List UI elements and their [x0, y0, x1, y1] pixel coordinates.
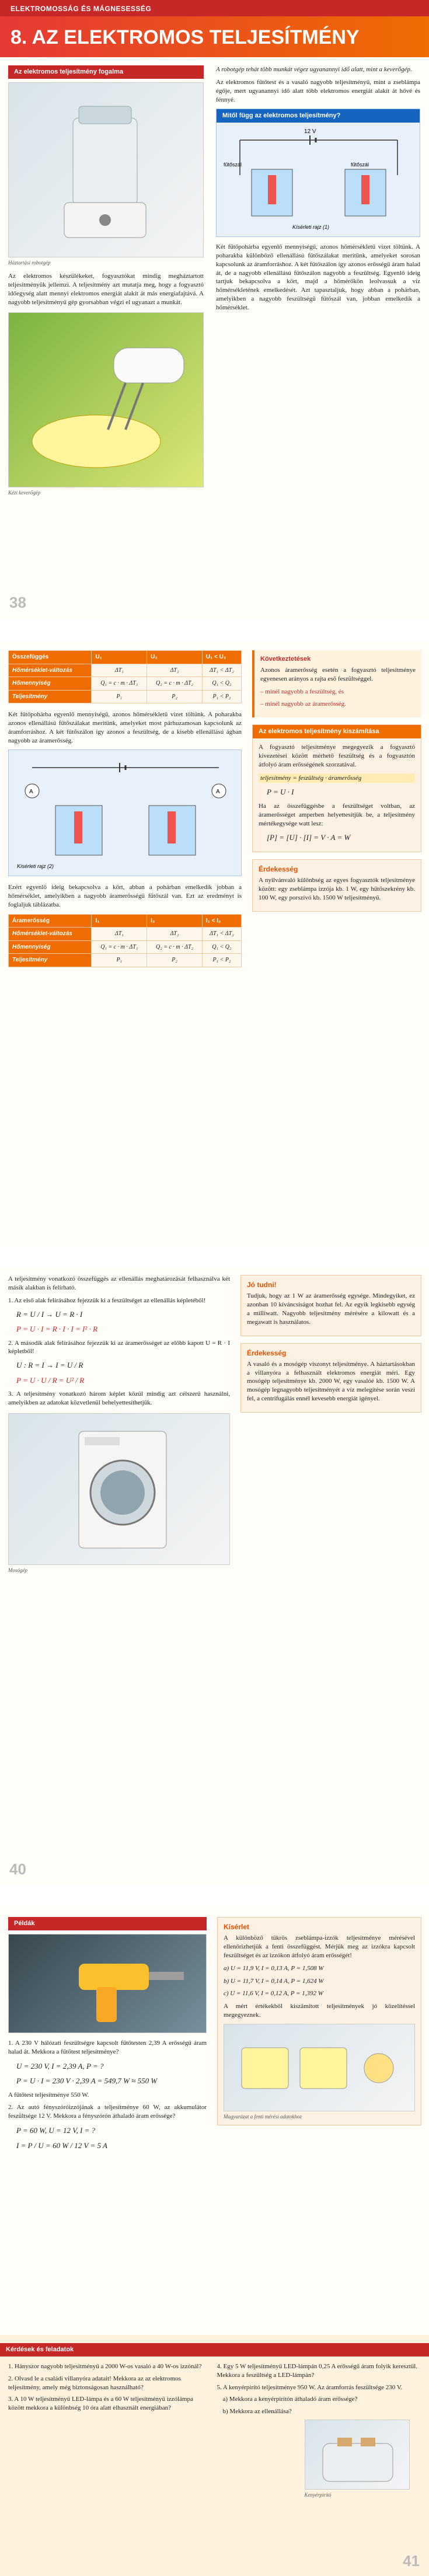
- example-2: 2. Az autó fényszóróizzójának a teljesítménye 60 W, az akkumulátor feszültsége 12 V. Mekkora a fényszórón áthaladó áram erőssége?: [8, 2104, 207, 2120]
- meters-illustration: [224, 2024, 415, 2111]
- table-row: Teljesítmény P₁ P₂ P₁ < P₂: [9, 690, 242, 703]
- top-paragraph: A teljesítmény vonatkozó összefüggés az ellenállás meghatározását felhasználva két másik alakban is felírható.: [8, 1275, 230, 1291]
- caption-meter: Magyarázat a fenti mérési adatokhoz: [224, 2113, 302, 2120]
- formula-1b: P = U · I = R · I · I = I² · R: [16, 1324, 98, 1334]
- table-header: Áramerősség: [9, 914, 92, 928]
- table-row: Hőmennyiség Q₁ = c · m · ΔT₁ Q₂ = c · m · ΔT₂ Q₁ < Q₂: [9, 940, 242, 954]
- right-paragraph-2: Két fűtőpohárba egyenlő mennyiségű, azonos hőmérsékletű vizet töltünk. A poharakba különböző ellenállású fűtőszálakat merítünk, amelyeket sorosan kapcsolunk az áramforráshoz. A két fűtőszálon így azonos erősségű áram halad át, de a nagyobb ellenállású fűtőszálon nagyobb a feszültség. Egyenlő ideig tartjuk bekapcsolva a kört, majd a hőmérőkön leolvassuk a víz hőmérsékletének emelkedését. Azt tapasztaljuk, hogy abban a pohárban, amelyikben a nagyobb feszültségű fűtőszál van, jobban emelkedik a hőmérséklet.: [216, 243, 420, 311]
- example-1-solution: P = U · I = 230 V · 2,39 A = 549,7 W ≈ 550 W: [16, 2076, 158, 2086]
- measurement-3: c) U = 11,6 V, I = 0,12 A, P = 1,392 W: [224, 1990, 323, 1998]
- example-2-solution: I = P / U = 60 W / 12 V = 5 A: [16, 2141, 107, 2150]
- hand-mixer-photo: [8, 312, 204, 487]
- hand-mixer-illustration: [9, 313, 203, 487]
- voltage-table: [8, 650, 242, 703]
- parallel-diagram-box: [8, 750, 242, 876]
- step-3: 3. A teljesítmény vonatkozó három képlet közül mindig azt célszerű használni, amelyikben az adatokat közvetlenül behelyettesíthetjük.: [8, 1390, 230, 1407]
- section-bar: ELEKTROMOSSÁG ÉS MÁGNESESSÉG: [0, 0, 429, 16]
- diagram2-caption: Kísérleti rajz (2): [17, 863, 54, 870]
- washing-machine-photo: [8, 1413, 230, 1565]
- svg-text:A: A: [29, 789, 33, 796]
- table-header: U₁ < U₂: [202, 651, 241, 664]
- interest2-box: [240, 1343, 421, 1413]
- diagram-title: Mitől függ az elektromos teljesítmény?: [217, 109, 420, 123]
- current-table: [8, 914, 242, 967]
- questions-title: Kérdések és feladatok: [0, 2343, 429, 2357]
- page-number: 41: [403, 2551, 420, 2570]
- conclusion-box: [252, 650, 421, 717]
- conclusion-bullet-1: – minél nagyobb a feszültség, és: [260, 688, 344, 695]
- caption-toaster: Kenyérpirító: [304, 2492, 332, 2498]
- right-paragraph-1: Az elektromos fűtőtest és a vasaló nagyobb teljesítményű, mint a zseblámpa égője, mert ugyanannyi idő alatt több elektromos energiát alakít át hővé és fénnyé.: [216, 78, 420, 103]
- experiment-box: [217, 1917, 421, 2125]
- robot-mixer-photo: [8, 82, 204, 257]
- interest-box: [252, 859, 421, 912]
- table-row: Teljesítmény P₁ P₂ P₁ < P₂: [9, 954, 242, 967]
- question-5b: b) Mekkora az ellenállása?: [222, 2408, 292, 2415]
- table-header: I₁ < I₂: [202, 914, 241, 928]
- step-2: 2. A második alak felírásához fejezzük ki az áramerősséget az előbb kapott U = R · I képletből!: [8, 1339, 230, 1355]
- conclusion-bullet-2: – minél nagyobb az áramerősség.: [260, 700, 346, 708]
- conclusion-title: Következtetések: [260, 656, 311, 663]
- left-paragraph: Az elektromos készülékeket, fogyasztókat mindig megháztartott teljesítményük jellemzi. A teljesítmény azt mutatja meg, hogy a fogyasztó időegység alatt mennyi elektromos energiát alakít át más energiafajtává. A nagyobb teljesítményű gép gyorsabban végzi el ugyanazt a munkát.: [8, 272, 204, 306]
- good-to-know-box: [240, 1275, 421, 1336]
- formula-1: R = U / I → U = R · I: [16, 1309, 83, 1319]
- page-gap: [0, 619, 429, 642]
- series-circuit-diagram: [217, 123, 420, 233]
- question-5: 5. A kenyérpirító teljesítménye 950 W. Az áramforrás feszültsége 230 V.: [217, 2383, 403, 2391]
- examples-title: Példák: [8, 1917, 207, 1930]
- example-1: 1. A 230 V hálózati feszültségre kapcsolt fűtőtesten 2,39 A erősségű áram halad át. Mekkora a fűtőtest teljesítménye?: [8, 2039, 207, 2055]
- interest2-title: Érdekesség: [247, 1348, 287, 1357]
- caption-robot: Háztartási robotgép: [8, 259, 51, 266]
- conclusion-text: Azonos áramerősség esetén a fogyasztó teljesítménye egyenesen arányos a rajta eső feszültséggel.: [260, 666, 416, 682]
- unit-formula: [P] = [U] · [I] = V · A = W: [267, 832, 351, 842]
- washing-machine-illustration: [9, 1414, 229, 1564]
- caption-hand-mixer: Kézi keverőgép: [8, 490, 41, 496]
- table-row: Hőmérséklet-változás ΔT₁ ΔT₂ ΔT₁ < ΔT₂: [9, 928, 242, 941]
- question-5a: a) Mekkora a kenyérpirítón áthaladó áram erőssége?: [222, 2396, 358, 2403]
- table-header: I₁: [92, 914, 147, 928]
- calculation-text: A fogyasztó teljesítménye megegyezik a fogyasztó kivezetései között mérhető feszültség és a fogyasztón átfolyó áram erősségének szorzatával.: [259, 744, 415, 768]
- chapter-title: 8. AZ ELEKTROMOS TELJESÍTMÉNY: [0, 16, 429, 57]
- toaster-illustration: [305, 2420, 409, 2489]
- diagram-caption: Kísérleti rajz (1): [292, 224, 330, 231]
- measurement-2: b) U = 11,7 V, I = 0,14 A, P = 1,624 W: [224, 1977, 324, 1985]
- example-2-data: P = 60 W, U = 12 V, I = ?: [16, 2126, 96, 2135]
- interest-text: A nyilvánvaló különbség az egyes fogyasztók teljesítménye között: egy zseblámpa izzója kb. 1 W, egy hűtőszekrény kb. 100 W, egy porszívó kb. 1500 W teljesítményű.: [259, 877, 415, 901]
- diagram-box: [216, 109, 420, 237]
- page-gap: [0, 1885, 429, 1909]
- drill-photo: [8, 1934, 207, 2033]
- calculation-box: [252, 724, 421, 852]
- unit-text: Ha az összefüggésbe a feszültséget voltban, az áramerősséget amperben helyettesítjük be, a teljesítmény mértékegysége watt lesz:: [259, 802, 415, 827]
- calculation-formula: P = U · I: [267, 787, 294, 797]
- heater-label-1: fűtőszál: [224, 162, 242, 168]
- table-header: Összefüggés: [9, 651, 92, 664]
- caption-washing-machine: Mosógép: [8, 1567, 27, 1574]
- question-3: 3. A 10 W teljesítményű LED-lámpa és a 60 W teljesítményű izzólámpa között mekkora a különbség 10 óra alatt elhasznált energiában?: [8, 2396, 193, 2412]
- page-number: 40: [9, 1860, 26, 1878]
- calculation-formula-words: teljesítmény = feszültség · áramerősség: [259, 773, 415, 783]
- drill-illustration: [9, 1934, 206, 2033]
- experiment-title: Kísérlet: [224, 1923, 250, 1931]
- experiment-note: A mért értékekből kiszámított teljesítmények jó közelítéssel megegyeznek.: [224, 2003, 415, 2019]
- table-header: U₂: [147, 651, 203, 664]
- example-1-answer: A fűtőtest teljesítménye 550 W.: [8, 2091, 89, 2099]
- experiment-text: A különböző tükrös zseblámpa-izzók teljesítménye mérésével ellenőrizhetjük a fenti összefüggést. Mérjük meg az izzókra kapcsolt feszültséget és az izzókon átfolyó áram erősségét!: [224, 1934, 415, 1959]
- interest-title: Érdekesség: [259, 865, 298, 874]
- mixer-illustration: [9, 83, 203, 257]
- good-to-know-text: Tudjuk, hogy az 1 W az áramerősség egysége. Mindegyiket, ez azonban 10 kíváncsiságot hozhat fel. Az egyik legkisebb egység a milliwatt. Nagyobb teljesítmény mérésére a kilowatt és a megawatt is használatos.: [247, 1292, 415, 1326]
- svg-text:A: A: [216, 789, 220, 796]
- heater-label-2: fűtőszál: [351, 162, 369, 168]
- lower-paragraph: Ezért egyenlő ideig bekapcsolva a kört, abban a pohárban emelkedik jobban a hőmérséklet, amelyikben a nagyobb áramerősségű fűtőszál van. Ezt az eredményt is foglaljuk táblázatba.: [8, 884, 242, 908]
- page-41: [0, 1909, 429, 2576]
- question-4: 4. Egy 5 W teljesítményű LED-lámpán 0,25 A erősségű áram folyik keresztül. Mekkora a feszültség a LED-lámpán?: [217, 2362, 418, 2379]
- calculation-title: Az elektromos teljesítmény kiszámítása: [253, 725, 421, 738]
- page-40: [0, 1267, 429, 1885]
- toaster-photo: [305, 2420, 410, 2490]
- voltage-label: 12 V: [304, 128, 316, 135]
- formula-2: U : R = I → I = U / R: [16, 1361, 83, 1370]
- step-1: 1. Az első alak felírásához fejezzük ki a feszültséget az ellenállás képletéből!: [8, 1296, 206, 1304]
- page-gap: [0, 1243, 429, 1267]
- meter-photo: [224, 2024, 415, 2111]
- table-row: Hőmennyiség Q₁ = c · m · ΔT₁ Q₂ = c · m · ΔT₂ Q₁ < Q₂: [9, 677, 242, 691]
- question-2: 2. Olvasd le a családi villanyóra adatait! Mekkora az az elektromos teljesítmény, amely még biztonságosan használható?: [8, 2375, 181, 2391]
- question-1: 1. Hányszor nagyobb teljesítményű a 2000 W-os vasaló a 40 W-os izzónál?: [8, 2362, 202, 2370]
- table-header: U₁: [92, 651, 147, 664]
- page-39: [0, 642, 429, 1243]
- measurement-1: a) U = 11,9 V, I = 0,13 A, P = 1,508 W: [224, 1964, 324, 1972]
- mid-paragraph: Két fűtőpohárba egyenlő mennyiségű, azonos hőmérsékletű vizet töltünk. A poharakba azonos ellenállású fűtőszálakat merítünk, amelyeket most párhuzamosan kapcsolunk az áramforráshoz. A két fűtőszálon így azonos a feszültség, de a kisebb ellenállású ágban nagyobb az áramerősség.: [8, 711, 242, 744]
- page-38: [0, 0, 429, 619]
- concept-box-title: Az elektromos teljesítmény fogalma: [8, 65, 204, 79]
- example-1-data: U = 230 V, I = 2,39 A, P = ?: [16, 2061, 104, 2070]
- questions-section: [0, 2335, 429, 2576]
- table-row: Hőmérséklet-változás ΔT₁ ΔT₂ ΔT₁ < ΔT₂: [9, 664, 242, 677]
- parallel-circuit-diagram: [9, 750, 241, 873]
- formula-2b: P = U · U / R = U² / R: [16, 1375, 85, 1385]
- table-header: I₂: [147, 914, 203, 928]
- intro-italic: A robotgép tehát több munkát végez ugyanannyi idő alatt, mint a keverőgép.: [216, 66, 412, 73]
- interest2-text: A vasaló és a mosógép viszonyt teljesítménye. A háztartásokban a villanyóra a felhasznált elektromos energiát méri. Egy mosógép teljesítménye kb. 2000 W, egy vasalóé kb. 1500 W. A mosógép legnagyobb teljesítményét a víz melegítése során veszi fel, a centrifugálás ennél kevesebb energiát igényel.: [247, 1360, 415, 1403]
- good-to-know-title: Jó tudni!: [247, 1281, 277, 1289]
- page-number: 38: [9, 593, 26, 611]
